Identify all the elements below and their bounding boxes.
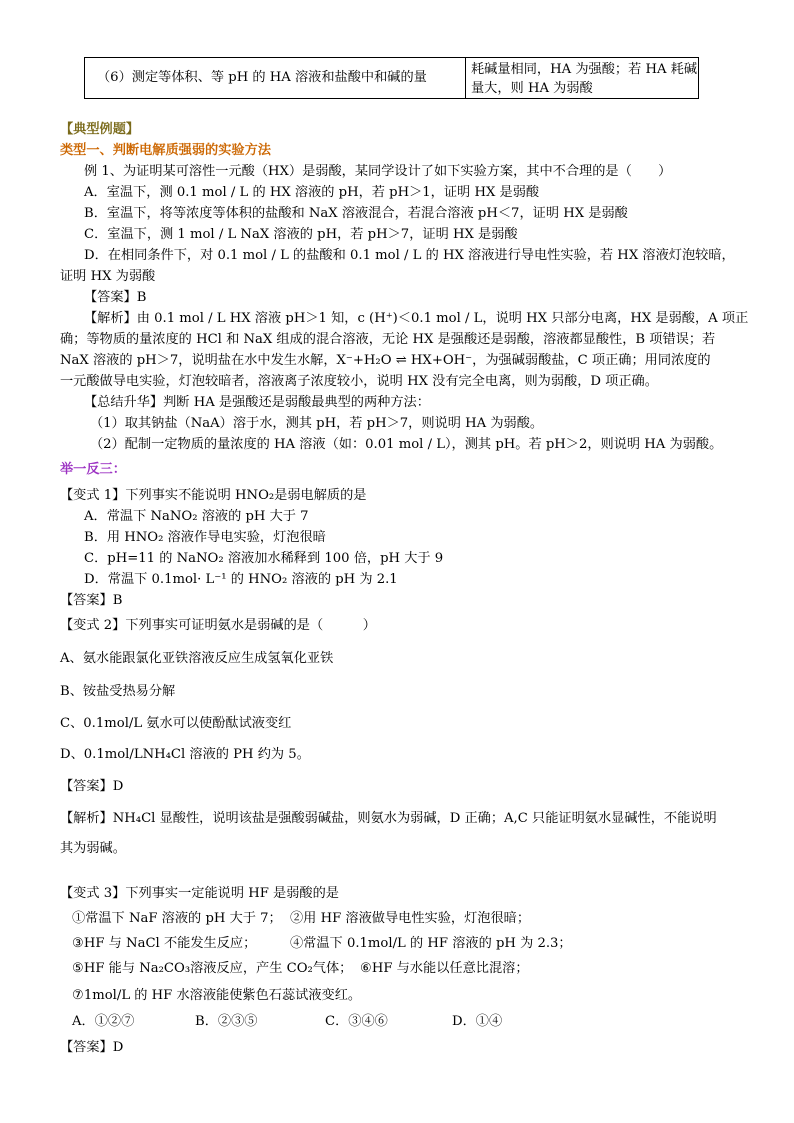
ex1-question: 例 1、为证明某可溶性一元酸（HX）是弱酸，某同学设计了如下实验方案，其中不合理的是（ ）: [84, 164, 672, 179]
table-cell-conclusion: [466, 58, 698, 98]
method-table-row: [84, 57, 699, 99]
v2-option-b: B、铵盐受热易分解: [60, 684, 176, 699]
section-header: 【典型例题】: [60, 122, 140, 137]
ex1-option-b: B．室温下，将等浓度等体积的盐酸和 NaX 溶液混合，若混合溶液 pH＜7，证明 HX 是弱酸: [84, 206, 628, 221]
ex1-option-d-line1: D．在相同条件下，对 0.1 mol / L 的盐酸和 0.1 mol / L 的 HX 溶液进行导电性实验，若 HX 溶液灯泡较暗，: [84, 248, 735, 263]
v2-option-c: C、0.1mol/L 氨水可以使酚酞试液变红: [60, 716, 292, 731]
ex1-answer: 【答案】B: [84, 290, 147, 305]
ex1-option-d-line2: 证明 HX 为弱酸: [60, 269, 156, 284]
ex1-analysis-line2: 确；等物质的量浓度的 HCl 和 NaX 组成的混合溶液，无论 HX 是强酸还是弱酸，溶液都显酸性，B 项错误；若: [60, 332, 716, 347]
v1-title: 【变式 1】下列事实不能说明 HNO₂是弱电解质的是: [60, 488, 367, 503]
v3-option-b: B．②③⑤: [195, 1014, 258, 1029]
v2-answer: 【答案】D: [60, 779, 124, 794]
v2-option-d: D、0.1mol/LNH₄Cl 溶液的 PH 约为 5。: [60, 747, 310, 762]
juyi-heading: 举一反三：: [60, 462, 126, 477]
v3-title: 【变式 3】下列事实一定能说明 HF 是弱酸的是: [60, 886, 339, 901]
type1-title: 类型一、判断电解质强弱的实验方法: [60, 143, 271, 158]
v2-title: 【变式 2】下列事实可证明氨水是弱碱的是（ ）: [60, 618, 376, 633]
table-cell-method-text: （6）测定等体积、等 pH 的 HA 溶液和盐酸中和碱的量: [97, 70, 427, 85]
v3-option-d: D．①④: [452, 1014, 503, 1029]
v3-option-a: A．①②⑦: [72, 1014, 135, 1029]
v1-option-b: B．用 HNO₂ 溶液作导电实验，灯泡很暗: [84, 530, 326, 545]
ex1-analysis-line3: NaX 溶液的 pH＞7，说明盐在水中发生水解，X⁻+H₂O ⇌ HX+OH⁻，为强碱弱酸盐，C 项正确；用同浓度的: [60, 353, 711, 368]
v3-statement-3: ③HF 与 NaCl 不能发生反应；: [72, 936, 257, 951]
v3-statement-5: ⑤HF 能与 Na₂CO₃溶液反应，产生 CO₂气体；: [72, 961, 353, 976]
v3-statement-1: ①常温下 NaF 溶液的 pH 大于 7；: [72, 911, 282, 926]
v2-analysis-line2: 其为弱碱。: [60, 841, 126, 856]
v2-option-a: A、氨水能跟氯化亚铁溶液反应生成氢氧化亚铁: [60, 651, 334, 666]
table-cell-conclusion-text: 耗碱量相同，HA 为强酸；若 HA 耗碱量大，则 HA 为弱酸: [471, 62, 698, 96]
ex1-option-a: A．室温下，测 0.1 mol / L 的 HX 溶液的 pH，若 pH＞1，证明 HX 是弱酸: [84, 185, 540, 200]
v1-option-d: D．常温下 0.1mol· L⁻¹ 的 HNO₂ 溶液的 pH 为 2.1: [84, 572, 398, 587]
ex1-analysis-line4: 一元酸做导电实验，灯泡较暗者，溶液离子浓度较小，说明 HX 没有完全电离，则为弱酸，D 项正确。: [60, 374, 658, 389]
v3-answer: 【答案】D: [60, 1040, 124, 1055]
v2-analysis-line1: 【解析】NH₄Cl 显酸性，说明该盐是强酸弱碱盐，则氨水为弱碱，D 正确；A,C 只能证明氨水显碱性，不能说明: [60, 811, 717, 826]
v3-statement-6: ⑥HF 与水能以任意比混溶；: [360, 961, 529, 976]
ex1-summary-title: 【总结升华】判断 HA 是强酸还是弱酸最典型的两种方法：: [84, 395, 430, 410]
ex1-summary-1: （1）取其钠盐（NaA）溶于水，测其 pH，若 pH＞7，则说明 HA 为弱酸。: [90, 416, 544, 431]
v3-statement-4: ④常温下 0.1mol/L 的 HF 溶液的 pH 为 2.3；: [290, 936, 572, 951]
v3-statement-2: ②用 HF 溶液做导电性实验，灯泡很暗；: [290, 911, 531, 926]
ex1-analysis-line1: 【解析】由 0.1 mol / L HX 溶液 pH＞1 知，c (H⁺)＜0.1 mol / L，说明 HX 只部分电离，HX 是弱酸，A 项正: [84, 311, 749, 326]
v1-option-a: A．常温下 NaNO₂ 溶液的 pH 大于 7: [84, 509, 309, 524]
ex1-summary-2: （2）配制一定物质的量浓度的 HA 溶液（如：0.01 mol / L），测其 pH。若 pH＞2，则说明 HA 为弱酸。: [90, 437, 723, 452]
v3-statement-7: ⑦1mol/L 的 HF 水溶液能使紫色石蕊试液变红。: [72, 988, 362, 1003]
v1-option-c: C．pH=11 的 NaNO₂ 溶液加水稀释到 100 倍，pH 大于 9: [84, 551, 444, 566]
table-cell-method: [85, 58, 466, 98]
v3-option-c: C．③④⑥: [325, 1014, 388, 1029]
ex1-option-c: C．室温下，测 1 mol / L NaX 溶液的 pH，若 pH＞7，证明 HX 是弱酸: [84, 227, 518, 242]
v1-answer: 【答案】B: [60, 593, 123, 608]
